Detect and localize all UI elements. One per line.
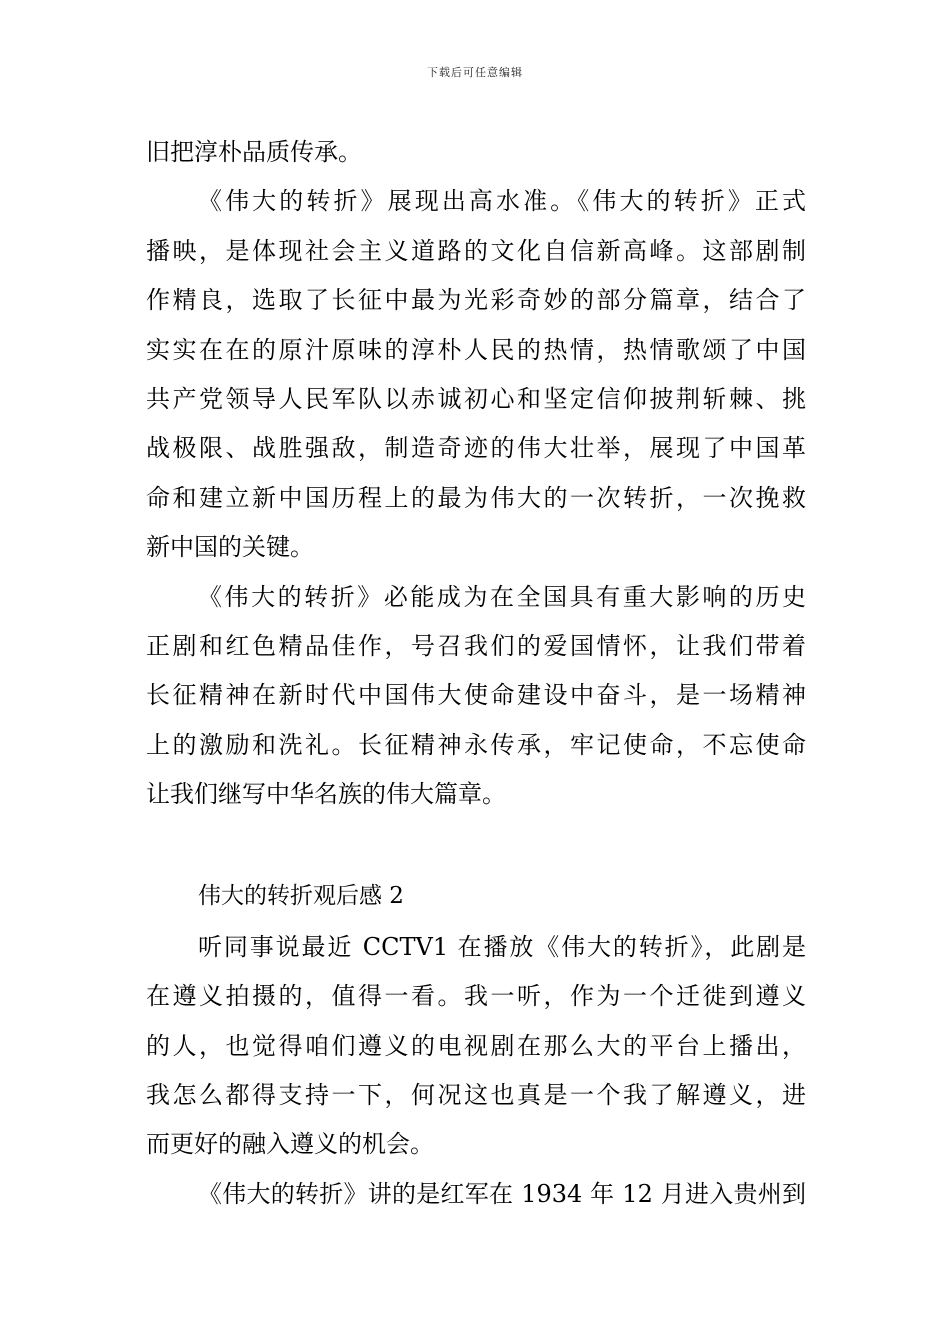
paragraph-line: 共产党领导人民军队以赤诚初心和坚定信仰披荆斩棘、挑 — [146, 384, 806, 413]
paragraph-line: 作精良，选取了长征中最为光彩奇妙的部分篇章，结合了 — [146, 286, 806, 315]
paragraph-line: 实实在在的原汁原味的淳朴人民的热情，热情歌颂了中国 — [146, 335, 806, 364]
paragraph-line: 长征精神在新时代中国伟大使命建设中奋斗，是一场精神 — [146, 681, 806, 710]
page-header: 下载后可任意编辑 — [427, 66, 523, 79]
section-heading: 伟大的转折观后感 2 — [198, 882, 404, 909]
paragraph-line: 在遵义拍摄的，值得一看。我一听，作为一个迁徙到遵义 — [146, 982, 806, 1011]
paragraph-line: 而更好的融入遵义的机会。 — [146, 1130, 434, 1159]
paragraph-line: 正剧和红色精品佳作，号召我们的爱国情怀，让我们带着 — [146, 631, 806, 660]
paragraph-line: 命和建立新中国历程上的最为伟大的一次转折，一次挽救 — [146, 483, 806, 512]
paragraph-line: 《伟大的转折》展现出高水准。《伟大的转折》正式 — [198, 187, 806, 216]
paragraph-line: 播映，是体现社会主义道路的文化自信新高峰。这部剧制 — [146, 236, 806, 265]
paragraph-line: 我怎么都得支持一下，何况这也真是一个我了解遵义，进 — [146, 1081, 806, 1110]
paragraph-line: 《伟大的转折》讲的是红军在 1934 年 12 月进入贵州到 — [198, 1179, 806, 1208]
paragraph-line: 旧把淳朴品质传承。 — [146, 138, 362, 166]
paragraph-line: 新中国的关键。 — [146, 533, 314, 562]
paragraph-line: 的人，也觉得咱们遵义的电视剧在那么大的平台上播出， — [146, 1031, 806, 1060]
document-body — [146, 128, 806, 1219]
blank-line — [146, 819, 806, 868]
paragraph-line: 让我们继写中华名族的伟大篇章。 — [146, 780, 506, 809]
paragraph-line: 听同事说最近 CCTV1 在播放《伟大的转折》，此剧是 — [198, 932, 806, 961]
paragraph-line: 战极限、战胜强敌，制造奇迹的伟大壮举，展现了中国革 — [146, 434, 806, 463]
paragraph-line: 上的激励和洗礼。长征精神永传承，牢记使命，不忘使命 — [146, 730, 806, 759]
paragraph-line: 《伟大的转折》必能成为在全国具有重大影响的历史 — [198, 582, 806, 611]
